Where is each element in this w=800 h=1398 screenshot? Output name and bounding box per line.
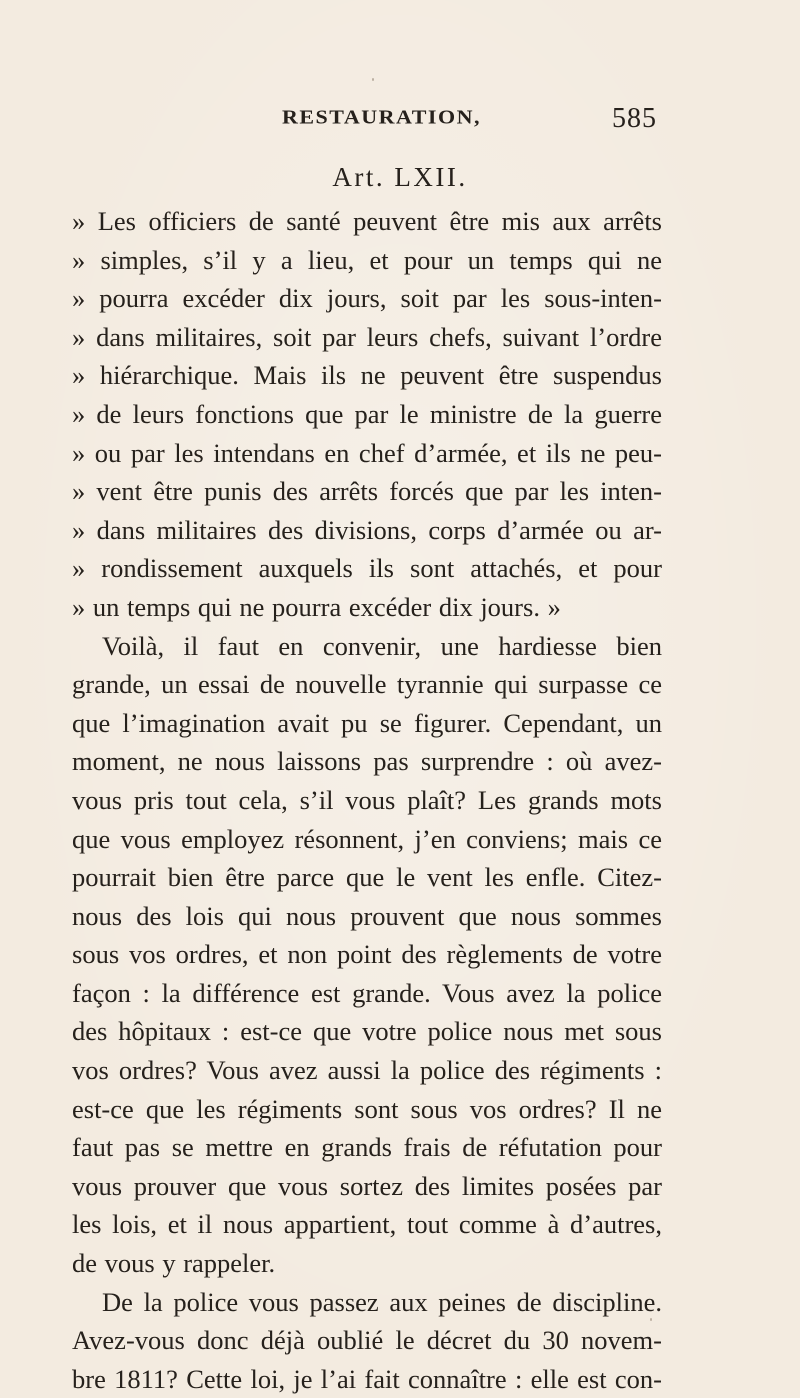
text-line: moment, ne nous laissons pas surprendre : où avez- xyxy=(72,746,662,777)
body-text xyxy=(72,202,662,1398)
text-line: des hôpitaux : est-ce que votre police nous met sous xyxy=(72,1016,662,1047)
text-line: façon : la différence est grande. Vous avez la police xyxy=(72,977,662,1008)
text-line: » rondissement auxquels ils sont attachés, et pour xyxy=(72,553,662,584)
paragraph-first-line: De la police vous passez aux peines de discipline. xyxy=(102,1286,662,1317)
text-line: que vous employez résonnent, j’en conviens; mais ce xyxy=(72,823,662,854)
text-line: nous des lois qui nous prouvent que nous sommes xyxy=(72,900,662,931)
text-line: est-ce que les régiments sont sous vos ordres? Il ne xyxy=(72,1093,662,1124)
text-line: bre 1811? Cette loi, je l’ai fait connaître : elle est con- xyxy=(72,1363,662,1394)
paper-speck xyxy=(650,1318,652,1321)
text-line: » de leurs fonctions que par le ministre de la guerre xyxy=(72,398,662,429)
text-line: » dans militaires, soit par leurs chefs, suivant l’ordre xyxy=(72,321,662,352)
text-line: » dans militaires des divisions, corps d’armée ou ar- xyxy=(72,514,662,545)
text-line: grande, un essai de nouvelle tyrannie qui surpasse ce xyxy=(72,669,662,700)
text-line: vos ordres? Vous avez aussi la police des régiments : xyxy=(72,1055,662,1086)
text-line: vous prouver que vous sortez des limites posées par xyxy=(72,1170,662,1201)
article-title: Art. LXII. xyxy=(332,162,468,192)
text-line: » hiérarchique. Mais ils ne peuvent être suspendus xyxy=(72,360,662,391)
text-line: que l’imagination avait pu se figurer. Cependant, un xyxy=(72,707,662,738)
page-header xyxy=(0,103,800,143)
text-line: » un temps qui ne pourra excéder dix jours. » xyxy=(72,591,561,622)
text-line: » ou par les intendans en chef d’armée, et ils ne peu- xyxy=(72,437,662,468)
running-head: RESTAURATION, xyxy=(282,105,481,128)
paragraph-first-line: Voilà, il faut en convenir, une hardiesse bien xyxy=(102,630,662,661)
page-number: 585 xyxy=(612,103,657,134)
text-line: vous pris tout cela, s’il vous plaît? Les grands mots xyxy=(72,784,662,815)
text-line: » pourra excéder dix jours, soit par les sous-inten- xyxy=(72,283,662,314)
text-line: » Les officiers de santé peuvent être mis aux arrêts xyxy=(72,206,662,236)
text-line: pourrait bien être parce que le vent les enfle. Citez- xyxy=(72,862,662,893)
text-line: les lois, et il nous appartient, tout comme à d’autres, xyxy=(72,1209,662,1240)
text-line: faut pas se mettre en grands frais de réfutation pour xyxy=(72,1132,662,1163)
text-line: sous vos ordres, et non point des règlements de votre xyxy=(72,939,662,970)
text-line: » vent être punis des arrêts forcés que par les inten- xyxy=(72,476,662,507)
text-line: Avez-vous donc déjà oublié le décret du 30 novem- xyxy=(72,1325,662,1356)
text-line: » simples, s’il y a lieu, et pour un temps qui ne xyxy=(72,244,662,275)
paper-speck xyxy=(372,78,374,81)
text-line: de vous y rappeler. xyxy=(72,1248,276,1279)
